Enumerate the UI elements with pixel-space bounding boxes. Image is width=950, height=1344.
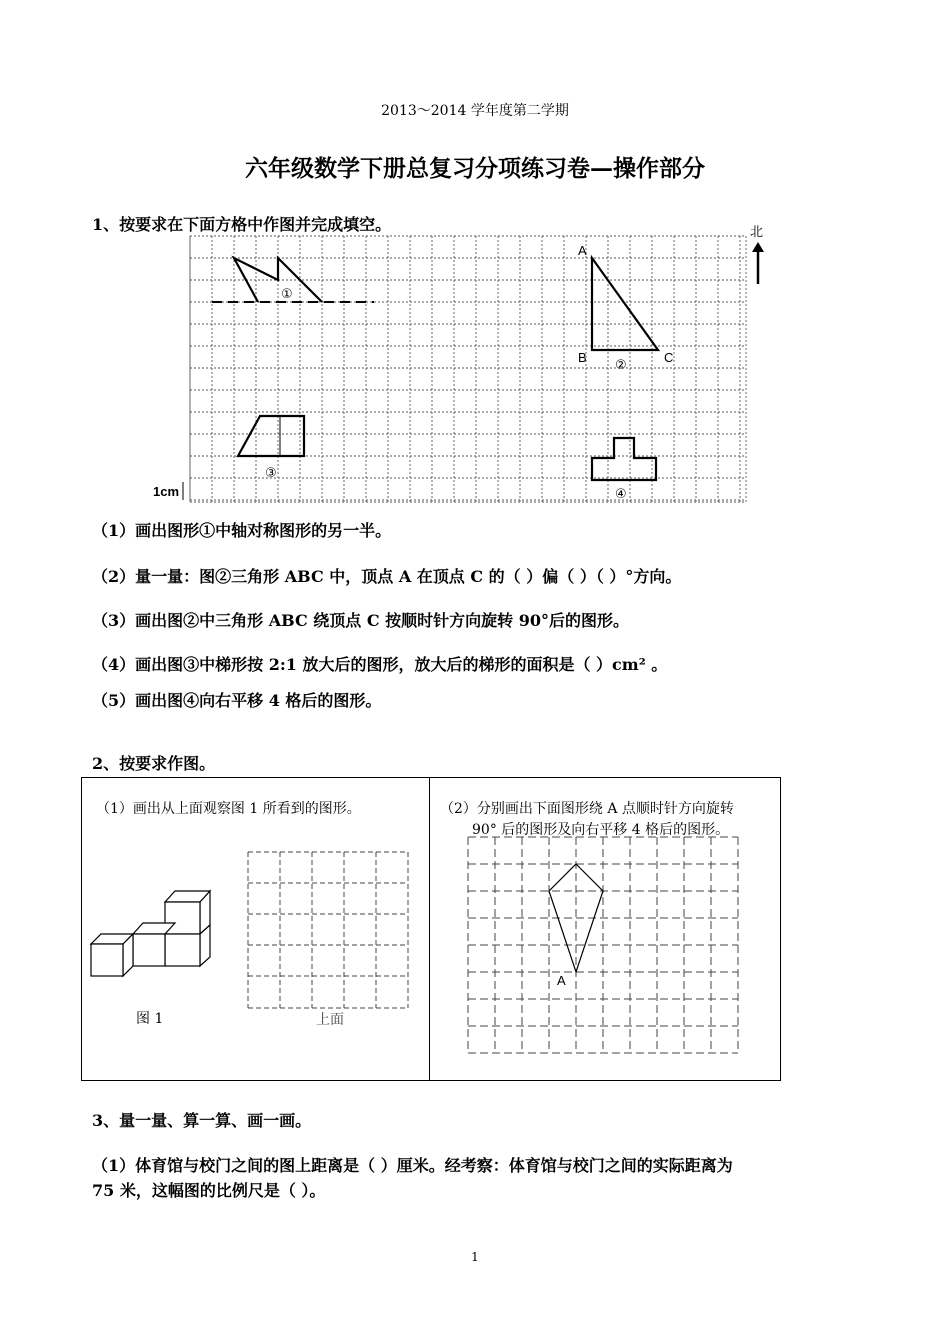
q1-item-3: （3）画出图②中三角形 ABC 绕顶点 C 按顺时针方向旋转 90°后的图形。 bbox=[92, 611, 629, 630]
kite-grid-figure bbox=[460, 830, 750, 1060]
cube-stack-figure bbox=[86, 885, 216, 980]
q3-item-1-line-2: 75 米，这幅图的比例尺是（ ）。 bbox=[92, 1181, 326, 1200]
figure-1-caption: 图 1 bbox=[136, 1011, 164, 1027]
q1-item-5: （5）画出图④向右平移 4 格后的图形。 bbox=[92, 691, 382, 710]
q2-divider bbox=[429, 778, 430, 1080]
page-number: 1 bbox=[471, 1250, 479, 1264]
figure-4-label: ④ bbox=[615, 486, 627, 501]
kite-point-a: A bbox=[557, 973, 566, 988]
north-label: 北 bbox=[750, 224, 764, 239]
page-title: 六年级数学下册总复习分项练习卷—操作部分 bbox=[245, 155, 705, 182]
q2-right-instruction-2: 90° 后的图形及向右平移 4 格后的图形。 bbox=[472, 822, 730, 838]
q1-item-1: （1）画出图形①中轴对称图形的另一半。 bbox=[92, 521, 392, 540]
point-b-label: B bbox=[578, 350, 587, 365]
q2-left-instruction: （1）画出从上面观察图 1 所看到的图形。 bbox=[96, 801, 361, 817]
term-line: 2013～2014 学年度第二学期 bbox=[381, 103, 569, 119]
q1-heading: 1、按要求在下面方格中作图并完成填空。 bbox=[92, 215, 392, 234]
figure-3-label: ③ bbox=[265, 465, 277, 480]
q3-item-1-line-1: （1）体育馆与校门之间的图上距离是（ ）厘米。经考察：体育馆与校门之间的实际距离为 bbox=[92, 1156, 733, 1175]
scale-label: 1cm bbox=[153, 484, 180, 499]
figure-4-shape bbox=[592, 438, 656, 480]
figure-2-triangle bbox=[592, 258, 658, 350]
q1-grid-figure bbox=[140, 220, 780, 510]
q2-heading: 2、按要求作图。 bbox=[92, 754, 216, 773]
figure-3-trapezoid bbox=[238, 416, 304, 456]
q2-right-instruction-1: （2）分别画出下面图形绕 A 点顺时针方向旋转 bbox=[440, 801, 734, 817]
figure-1-shape bbox=[234, 258, 322, 302]
q3-heading: 3、量一量、算一算、画一画。 bbox=[92, 1111, 312, 1130]
point-a-label: A bbox=[578, 243, 587, 258]
q1-item-4: （4）画出图③中梯形按 2:1 放大后的图形，放大后的梯形的面积是（ ）cm² 。 bbox=[92, 655, 668, 674]
top-view-caption: 上面 bbox=[316, 1012, 344, 1028]
q1-grid bbox=[190, 236, 746, 502]
figure-1-label: ① bbox=[281, 286, 293, 301]
point-c-label: C bbox=[664, 350, 674, 365]
q1-item-2: （2）量一量：图②三角形 ABC 中，顶点 A 在顶点 C 的（ ）偏（ ）（ ）°方向。 bbox=[92, 567, 682, 586]
figure-2-label: ② bbox=[615, 357, 627, 372]
top-view-grid bbox=[240, 845, 415, 1015]
